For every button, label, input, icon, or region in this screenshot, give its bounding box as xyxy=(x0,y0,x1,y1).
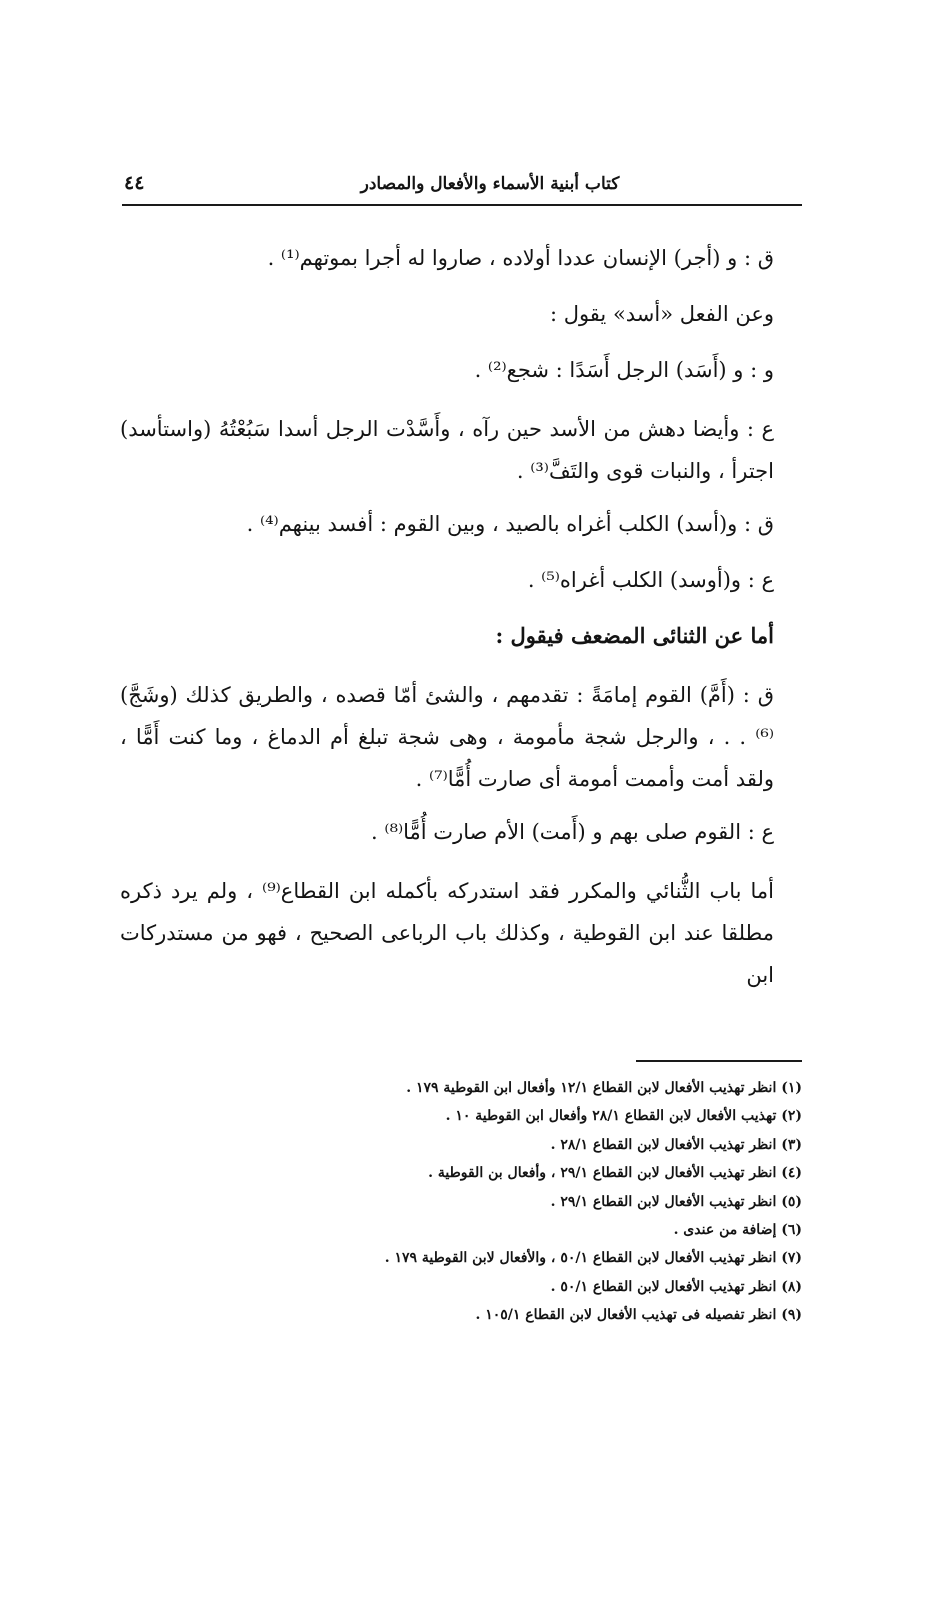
paragraph-8: ق : (أَمَّ) القوم إمامَةً : تقدمهم ، والشئ أمّا قصده ، والطريق كذلك (وشَجَّ)⁽⁶⁾ . . ، والرجل شجة مأمومة ، وهى شجة تبلغ أم الدماغ ، وما كنت أَمًّا ، ولقد أمت وأممت أمومة أى صارت أُمًّا⁽⁷⁾ . xyxy=(120,683,774,791)
paragraph-1: ق : و (أجر) الإنسان عددا أولاده ، صاروا له أجرا بموتهم⁽¹⁾ . xyxy=(267,246,774,270)
running-title: كتاب أبنية الأسماء والأفعال والمصادر xyxy=(360,174,620,194)
page-number: ٤٤ xyxy=(124,172,145,194)
footnote-7: (٧) انظر تهذيب الأفعال لابن القطاع ٥٠/١ ، والأفعال لابن القوطية ١٧٩ . xyxy=(384,1250,802,1267)
paragraph-9: ع : القوم صلى بهم و (أَمت) الأم صارت أُمًّا⁽⁸⁾ . xyxy=(371,820,774,844)
footnotes xyxy=(300,1074,802,1330)
footnote-2: (٢) تهذيب الأفعال لابن القطاع ٢٨/١ وأفعال ابن القوطية ١٠ . xyxy=(445,1108,802,1125)
footnote-3: (٣) انظر تهذيب الأفعال لابن القطاع ٢٨/١ . xyxy=(550,1136,802,1153)
footnote-1: (١) انظر تهذيب الأفعال لابن القطاع ١٢/١ وأفعال ابن القوطية ١٧٩ . xyxy=(406,1080,802,1096)
paragraph-10: أما باب الثُّنائي والمكرر فقد استدركه بأكمله ابن القطاع⁽⁹⁾ ، ولم يرد ذكره مطلقا عند ابن القوطية ، وكذلك باب الرباعى الصحيح ، فهو من مستدركات ابن xyxy=(120,879,774,987)
paragraph-7: أما عن الثنائى المضعف فيقول : xyxy=(495,623,774,648)
footnote-9: (٩) انظر تفصيله فى تهذيب الأفعال لابن القطاع ١٠٥/١ . xyxy=(475,1307,802,1324)
footnote-rule xyxy=(636,1060,802,1062)
footnote-6: (٦) إضافة من عندى . xyxy=(673,1222,802,1239)
footnote-8: (٨) انظر تهذيب الأفعال لابن القطاع ٥٠/١ . xyxy=(550,1278,802,1295)
header-rule xyxy=(122,204,802,206)
paragraph-6: ع : و(أوسد) الكلب أغراه⁽⁵⁾ . xyxy=(527,568,774,592)
main-text xyxy=(120,230,804,1000)
paragraph-2: وعن الفعل «أسد» يقول : xyxy=(549,302,774,326)
footnote-4: (٤) انظر تهذيب الأفعال لابن القطاع ٢٩/١ ، وأفعال بن القوطية . xyxy=(428,1165,802,1182)
paragraph-4: ع : وأيضا دهش من الأسد حين رآه ، وأَسَّدْت الرجل أسدا سَبُعْتُهُ (واستأسد) اجترأ ، والنبات قوى والتَفَّ⁽³⁾ . xyxy=(120,417,774,483)
page-header xyxy=(124,172,802,202)
paragraph-5: ق : و(أسد) الكلب أغراه بالصيد ، وبين القوم : أفسد بينهم⁽⁴⁾ . xyxy=(246,512,774,536)
footnote-5: (٥) انظر تهذيب الأفعال لابن القطاع ٢٩/١ . xyxy=(550,1193,802,1210)
paragraph-3: و : و (أَسَد) الرجل أَسَدًا : شجع⁽²⁾ . xyxy=(474,358,774,382)
